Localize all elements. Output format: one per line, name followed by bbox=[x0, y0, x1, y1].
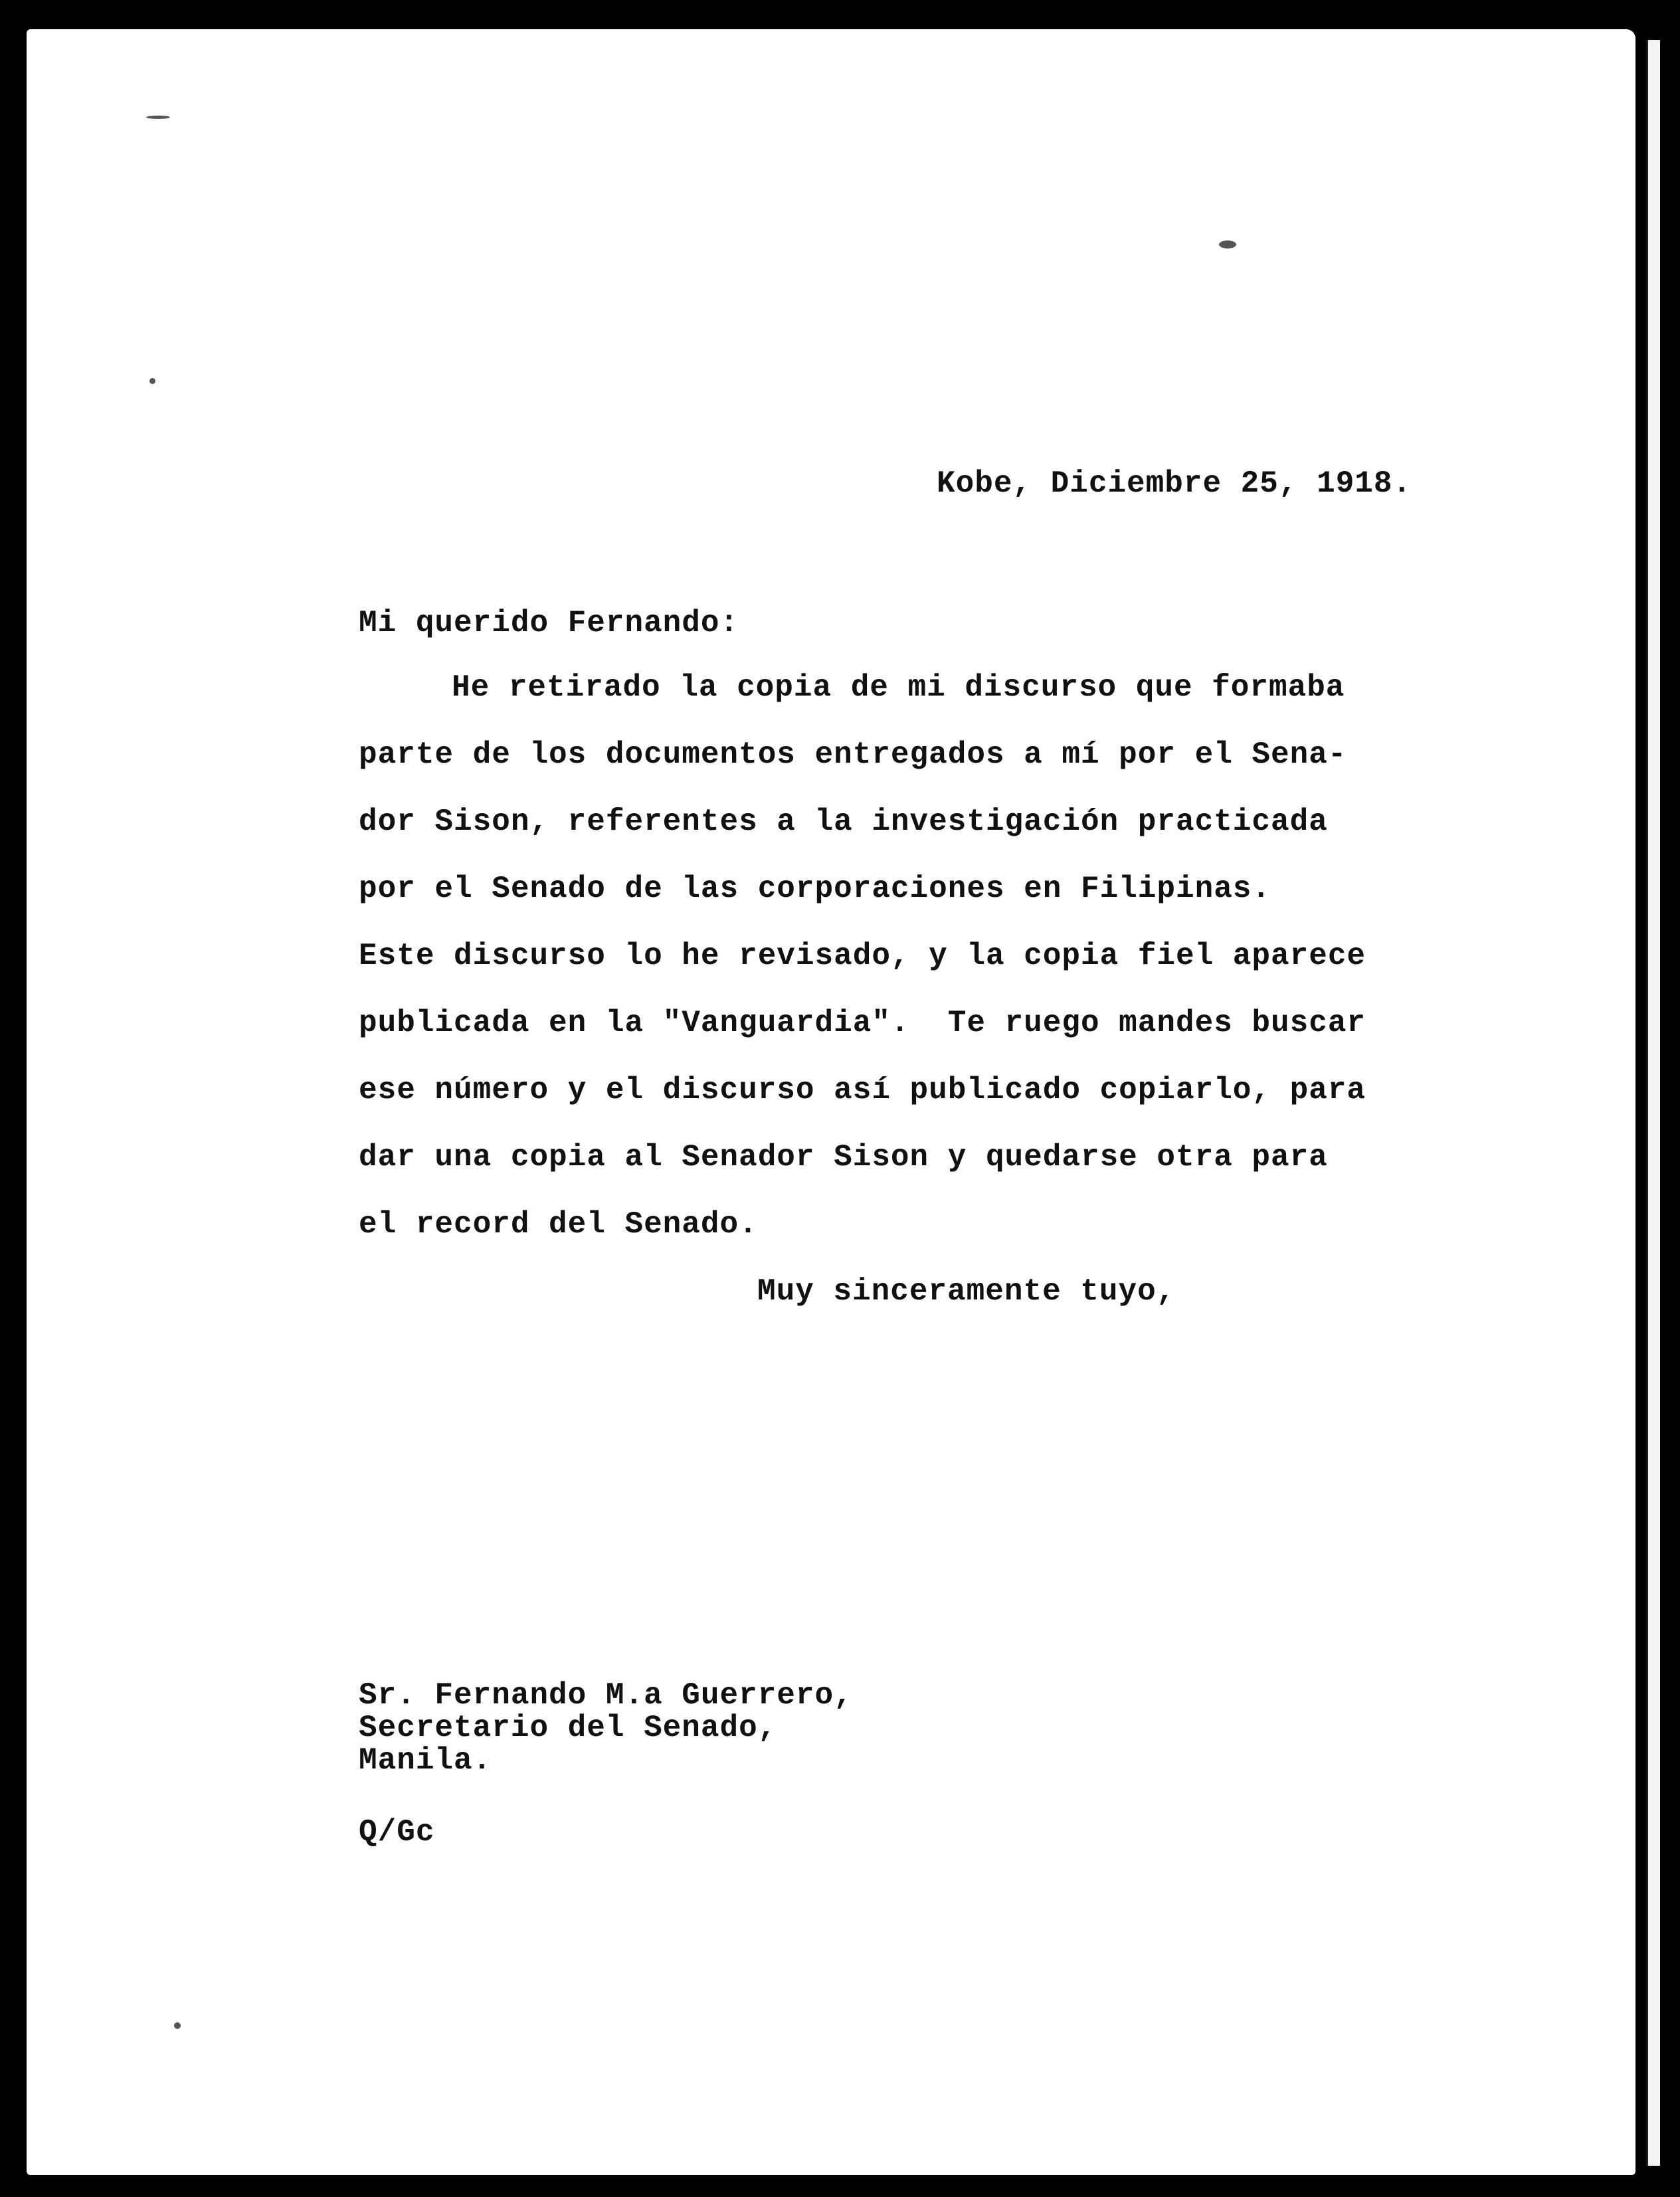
body-line: Este discurso lo he revisado, y la copia fiel aparece bbox=[359, 939, 1366, 973]
recipient-address bbox=[359, 1679, 853, 1777]
body-line: el record del Senado. bbox=[359, 1207, 758, 1242]
body-line: por el Senado de las corporaciones en Filipinas. bbox=[359, 872, 1271, 906]
ink-speck bbox=[174, 2022, 181, 2029]
address-line: Sr. Fernando M.a Guerrero, bbox=[359, 1678, 853, 1713]
body-line: parte de los documentos entregados a mí por el Sena- bbox=[359, 737, 1347, 772]
body-line: publicada en la "Vanguardia". Te ruego mandes buscar bbox=[359, 1006, 1366, 1040]
closing: Muy sinceramente tuyo, bbox=[757, 1274, 1176, 1309]
ink-speck bbox=[146, 116, 170, 119]
address-line: Manila. bbox=[359, 1743, 492, 1778]
body-line: ese número y el discurso así publicado copiarlo, para bbox=[359, 1073, 1366, 1107]
ink-speck bbox=[1219, 240, 1236, 248]
body-line: dor Sison, referentes a la investigación practicada bbox=[359, 805, 1328, 839]
reference-initials: Q/Gc bbox=[359, 1815, 435, 1850]
ink-speck bbox=[149, 378, 155, 384]
underlying-page-edge bbox=[1646, 40, 1660, 2166]
body-line: dar una copia al Senador Sison y quedarse otra para bbox=[359, 1140, 1328, 1175]
salutation: Mi querido Fernando: bbox=[359, 606, 739, 640]
body-line: He retirado la copia de mi discurso que formaba bbox=[452, 670, 1345, 705]
letter-body bbox=[359, 668, 1488, 1272]
letter-date: Kobe, Diciembre 25, 1918. bbox=[937, 466, 1412, 501]
address-line: Secretario del Senado, bbox=[359, 1711, 777, 1745]
